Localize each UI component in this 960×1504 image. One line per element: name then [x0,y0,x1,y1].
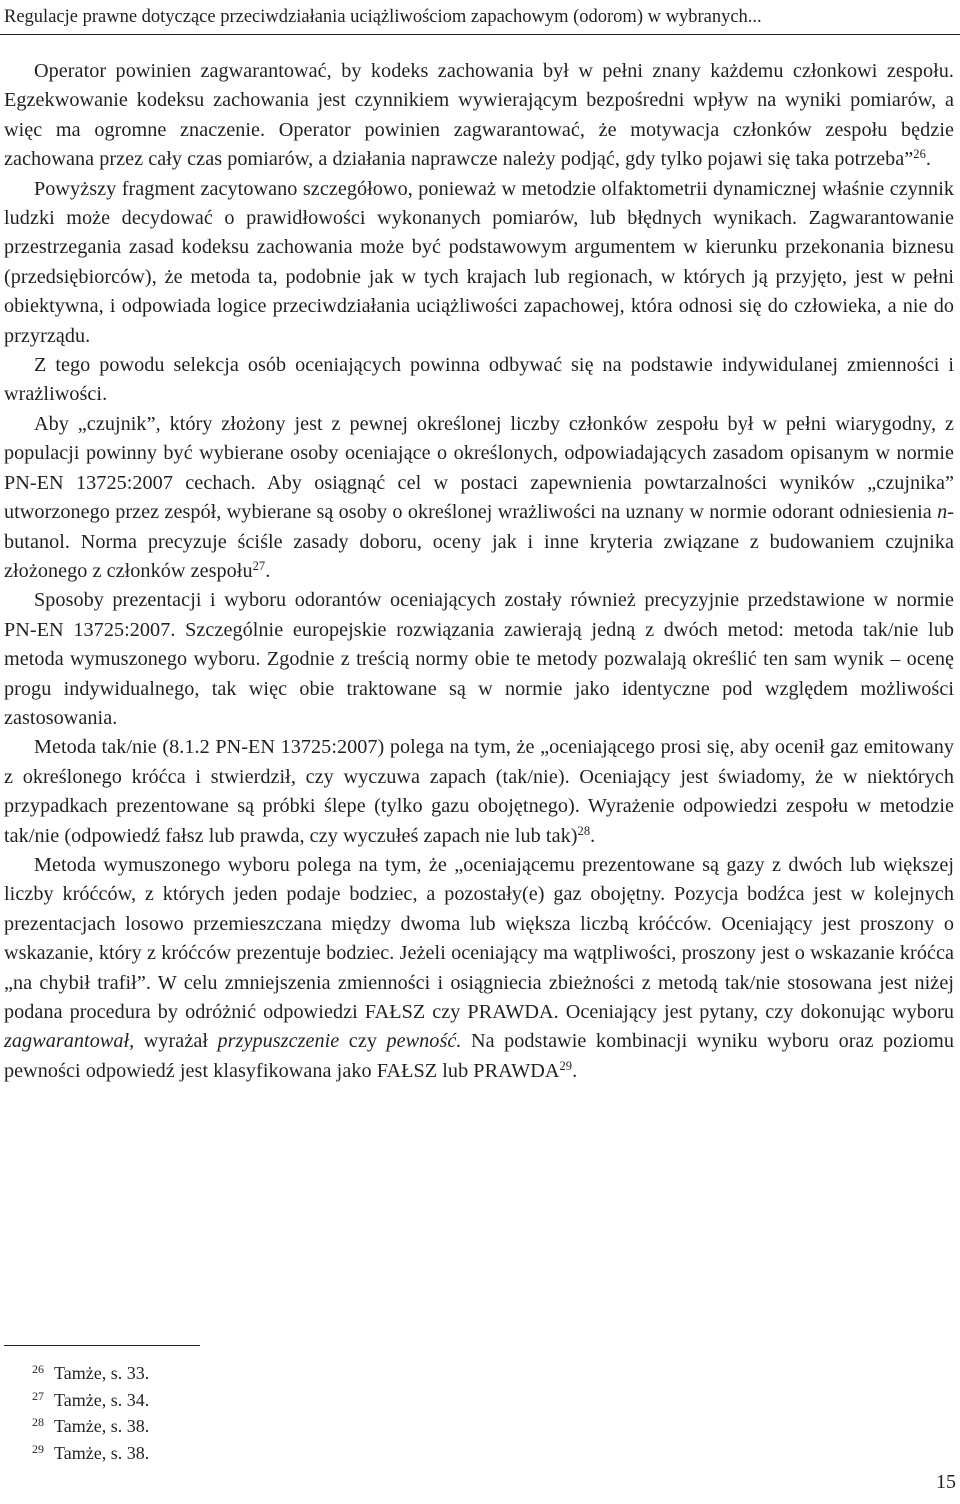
footnote-text: Tamże, s. 33. [54,1363,150,1383]
punctuation: . [590,824,596,847]
punctuation: . [265,559,271,582]
footnote-text: Tamże, s. 38. [54,1416,150,1436]
punctuation: . [925,148,931,171]
italic-text: n [937,501,948,524]
body-text [4,57,954,1086]
paragraph-text: czy [339,1030,387,1053]
footnote-ref-26: 26 [913,147,926,162]
footnote [32,1440,432,1467]
paragraph-text: Metoda tak/nie (8.1.2 PN-EN 13725:2007) polega na tym, że „oceniającego prosi się, aby ocenił gaz emitowany z określonego króćca i stwierdził, czy wyczuwa zapach (tak/nie). Oceniający jest świadomy, że w niektórych przypadkach prezentowane są próbki ślepe (tylko gazu obojętnego). Wyrażenie odpowiedzi zespołu w metodzie tak/nie (odpowiedź fałsz lub prawda, czy wyczułeś zapach nie lub tak) [4,736,954,847]
footnote [32,1360,432,1387]
footnote-number: 26 [32,1362,44,1376]
paragraph-text: -butanol. Norma precyzuje ściśle zasady doboru, oceny jak i inne kryteria związane z budowaniem czujnika złożonego z członków zespołu [4,501,954,582]
italic-text: zagwarantował, [4,1030,135,1053]
footnotes [32,1360,432,1466]
paragraph-1 [4,57,954,175]
footnote-ref-29: 29 [559,1058,573,1073]
header-rule [0,34,960,35]
paragraph-7 [4,851,954,1086]
paragraph-text: Sposoby prezentacji i wyboru odorantów oceniających zostały również precyzyjnie przedstawione w normie PN-EN 13725:2007. Szczególnie europejskie rozwiązania zawierają jedną z dwóch metod: metoda tak/nie lub metoda wymuszonego wyboru. Zgodnie z treścią normy obie te metody pozwalają określić ten sam wynik – ocenę progu indywidualnego, tak więc obie traktowane są w normie jako identyczne pod względem możliwości zastosowania. [4,589,954,729]
paragraph-text: Z tego powodu selekcja osób oceniających powinna odbywać się na podstawie indywidulanej zmienności i wrażliwości. [4,354,954,406]
footnote-text: Tamże, s. 38. [54,1442,150,1463]
footnote-ref-28: 28 [577,823,591,838]
paragraph-text: Na podstawie kombinacji wyniku wyboru oraz poziomu pewności odpowiedź jest klasyfikowana jako FAŁSZ lub PRAWDA [4,1030,954,1082]
paragraph-5 [4,586,954,733]
footnote-number: 28 [32,1415,44,1429]
footnote [32,1413,432,1440]
paragraph-4 [4,410,954,586]
italic-text: przypuszczenie [217,1030,340,1053]
paragraph-text: Aby „czujnik”, który złożony jest z pewnej określonej liczby członków zespołu był w pełni wiarygodny, z populacji powinny być wybierane osoby oceniające o określonych, odpowiadających zasadom opisanym w normie PN-EN 13725:2007 cechach. Aby osiągnąć cel w postaci zapewnienia powtarzalności wyników „czujnika” utworzonego przez zespół, wybierane są osoby o określonej wrażliwości na uznany w normie odorant odniesienia [4,412,954,524]
footnote-text: Tamże, s. 34. [54,1389,150,1410]
paragraph-3 [4,351,954,410]
paragraph-text: Operator powinien zagwarantować, by kodeks zachowania był w pełni znany każdemu członkowi zespołu. Egzekwowanie kodeksu zachowania jest czynnikiem wywierającym bezpośredni wpływ na wyniki pomiarów, a więc ma ogromne znaczenie. Operator powinien zagwarantować, że motywacja członków zespołu będzie zachowana przez cały czas pomiarów, a działania naprawcze należy podjąć, gdy tylko pojawi się taka potrzeba” [4,60,954,171]
footnote-rule [4,1345,200,1346]
footnote [32,1387,432,1414]
paragraph-2 [4,175,954,351]
footnote-ref-27: 27 [252,558,266,573]
footnote-number: 29 [32,1441,44,1456]
running-head: Regulacje prawne dotyczące przeciwdziałania uciążliwościom zapachowym (odorom) w wybranych... [4,7,762,27]
footnote-number: 27 [32,1388,44,1403]
paragraph-text: Powyższy fragment zacytowano szczegółowo, ponieważ w metodzie olfaktometrii dynamicznej właśnie czynnik ludzki może decydować o prawidłowości wykonanych pomiarów, lub błędnych wynikach. Zagwarantowanie przestrzegania zasad kodeksu zachowania może być podstawowym argumentem w kierunku przekonania biznesu (przedsiębiorców), że metoda ta, podobnie jak w tych krajach lub regionach, w których ją przyjęto, jest w pełni obiektywna, i odpowiada logice przeciwdziałania uciążliwości zapachowej, która odnosi się do człowieka, a nie do przyrządu. [4,177,954,347]
punctuation: . [572,1059,578,1082]
paragraph-text: Metoda wymuszonego wyboru polega na tym, że „oceniającemu prezentowane są gazy z dwóch lub większej liczby króćców, z których jeden podaje bodziec, a pozostały(e) gaz obojętny. Pozycja bodźca jest w kolejnych prezentacjach losowo przemieszczana między dwoma lub większa liczbą króćców. Oceniający jest proszony o wskazanie, który z króćców prezentuje bodziec. Jeżeli oceniający ma wątpliwości, proszony jest o wskazanie króćca „na chybił trafił”. W celu zmniejszenia zmienności i osiągniecia zbieżności z metodą tak/nie stosowana jest niżej podana procedura by odróżnić odpowiedzi FAŁSZ czy PRAWDA. Oceniający jest pytany, czy dokonując wyboru [4,853,954,1023]
paragraph-text: wyrażał [134,1030,218,1053]
page-number: 15 [936,1471,956,1493]
italic-text: pewność. [386,1030,462,1053]
paragraph-6 [4,733,954,851]
